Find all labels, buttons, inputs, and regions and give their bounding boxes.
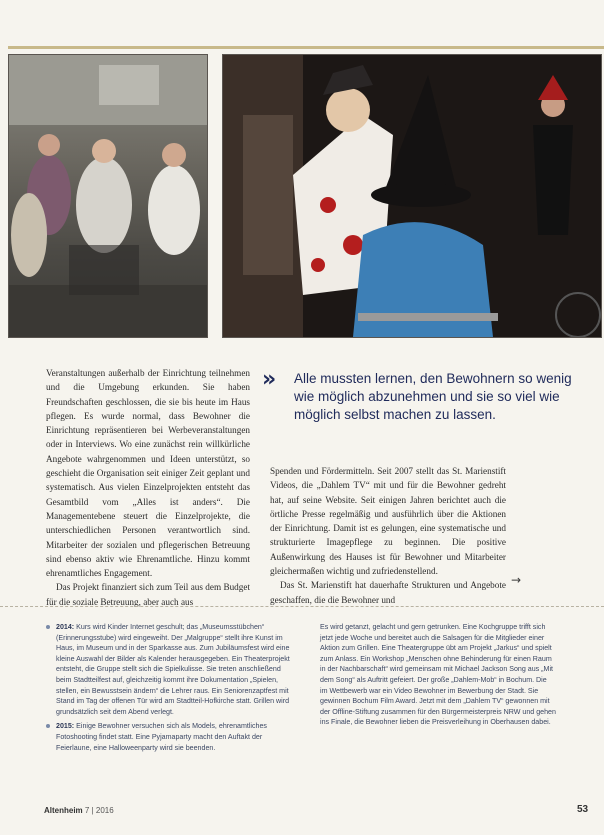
timeline-left	[46, 622, 296, 757]
timeline-item	[46, 622, 296, 717]
timeline-text: Kurs wird Kinder Internet geschult; das „Museumsstübchen“ (Erinnerungsstube) wird eingeweiht. Der „Malgruppe“ stellt ihre Kunst im Haus, im Museum und in der Sparkasse aus. Zum Jubiläumsfest wird eine kleine Auswahl der Bilder als Kalender herausgegeben. Ein Theaterprojekt entsteht, die Gruppe stellt sich die Spielkulisse. Sie treten anschließend beim Stadtteilfest auf, gleichzeitig kommt ihre Dokumentation „Spielen, stellen, ein Bewusstsein ändern“ die Lehrer raus. Ein Seniorenzaptfest mit Stand im Tag der offenen Tür wird am Stadtteil-Hofkirche statt. Grillen wird grundsätzlich seit dem Abend verlegt.	[56, 623, 290, 716]
arrow-right-icon: →	[511, 573, 522, 587]
top-rule	[8, 46, 604, 49]
bullet-icon	[46, 724, 50, 728]
article-paragraph: Veranstaltungen außerhalb der Einrichtung teilnehmen und die Umgebung erkunden. Sie haben Freundschaften geschlossen, die sie bis heute im Haus pflegen. Es wurde normal, dass Bewohner die Einrichtung repräsentieren bei Werbeveranstaltungen oder in Interviews. Wo eine zunächst rein willkürliche Angebote wahrgenommen und Ideen unterstützt, so geschieht die Organisation seit einiger Zeit geplant und systematisch. Aus vielen Einzelprojekten entsteht das Gesamtbild vom „Alles ist anders“. Die Managementebene steuert die Einzelprojekte, die unterschiedlichen Personen verantwortlich sind. Mitarbeiter der sozialen und pflegerischen Betreuung sind ebenso aktiv wie Ehrenamtliche. Hinzu kommt ehrenamtliches Engagement.	[46, 368, 250, 579]
article-column-left	[46, 366, 250, 609]
footer-magazine	[44, 806, 114, 815]
photo-halloween-party	[222, 54, 602, 338]
quote-mark-icon: »	[262, 367, 273, 392]
page-number: 53	[577, 804, 589, 815]
pull-quote: Alle mussten lernen, den Bewohnern so wenig wie möglich abzunehmen und sie so viel wie möglich selbst machen zu lassen.	[294, 371, 572, 422]
timeline-year: 2014:	[56, 623, 75, 631]
timeline-divider	[0, 606, 604, 607]
magazine-issue: 7 | 2016	[84, 806, 114, 815]
timeline-right: Es wird getanzt, gelacht und gern getrunken. Eine Kochgruppe trifft sich jetzt jede Woche und bereitet auch die Salsagen für die Mitglieder einer Aktion zum Grillen. Eine Theatergruppe übt am Projekt „Jarkus“ und spielt zum Anlass. Ein Workshop „Menschen ohne Behinderung für einen Raum in der Nachbarschaft“ wird gemeinsam mit Michael Jackson Song aus „Mit dem Song“ als Auftritt gefeiert. Der große „Dahlem-Mob“ in Bochum. Die im Wettbewerb war ein Video Bewohner im Bewerbung der Stadt. Sie gewinnen Bochum Film Award. Jetzt mit dem „Dahlem TV“ gewonnen mit der Offline-Stiftung zusammen für den Bürgermeisterpreis NRW und gehen ins Finale, die Bewohner lieben die Preisverleihung in Oberhausen dabei.	[320, 623, 556, 727]
article-column-right	[270, 464, 506, 607]
timeline-item	[46, 721, 296, 753]
photo-residents-group-drawing	[9, 55, 207, 337]
article-paragraph: Das Projekt finanziert sich zum Teil aus dem Budget für die soziale Betreuung, aber auch aus	[46, 582, 250, 607]
timeline-year: 2015:	[56, 722, 75, 731]
photo-halloween-party-drawing	[223, 55, 601, 337]
article-paragraph: Das St. Marienstift hat dauerhafte Strukturen und Angebote geschaffen, die die Bewohner und	[270, 580, 506, 605]
timeline-text: Einige Bewohner versuchen sich als Models, ehrenamtliches Fotoshooting findet statt. Eine Pyjamaparty macht den Auftakt der Feierlaune, eine Halloweenparty wird sie beenden.	[56, 722, 267, 752]
article-paragraph: Spenden und Fördermitteln. Seit 2007 stellt das St. Marienstift Videos, die „Dahlem TV“ mit und für die Bewohner gedreht hat, auf seine Website. Seit einigen Jahren berichtet auch die örtliche Presse regelmäßig und ausführlich über die Aktionen der Einrichtung. Damit ist es gelungen, eine systematische und strukturierte Imagepflege zu beginnen. Die positive Außenwirkung des Hauses ist für Bewohner und Mitarbeiter gleichermaßen wichtig und zufriedenstellend.	[270, 466, 506, 577]
photo-residents-group	[8, 54, 208, 338]
magazine-name: Altenheim	[44, 806, 83, 815]
bullet-icon	[46, 625, 50, 629]
